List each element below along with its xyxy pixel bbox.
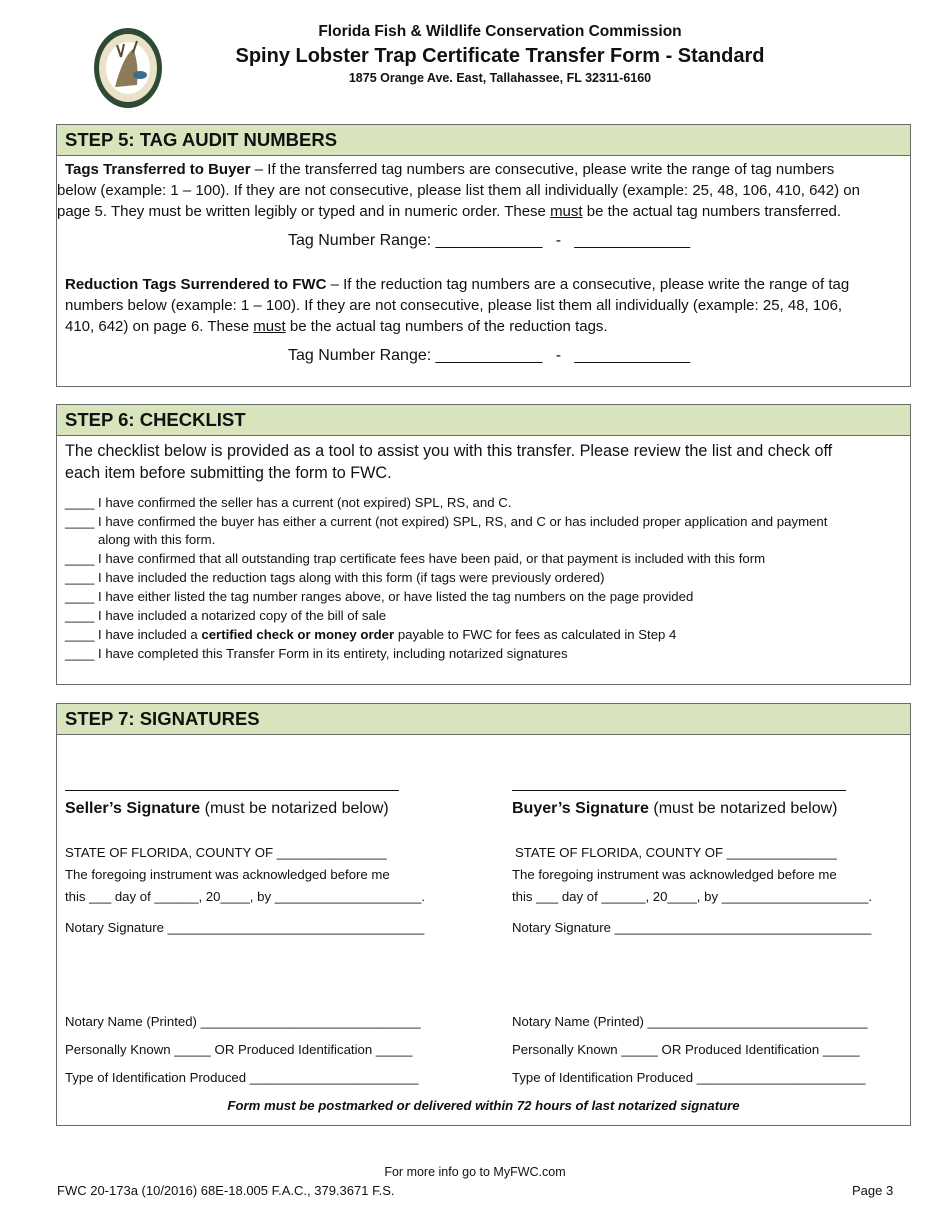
checkbox-blank[interactable]: ____	[65, 551, 95, 566]
form-code: FWC 20-173a (10/2016) 68E-18.005 F.A.C., 379.3671 F.S.	[57, 1183, 395, 1198]
buyer-personally-known[interactable]: Personally Known _____ OR Produced Identification _____	[512, 1042, 860, 1057]
seller-state-county[interactable]: STATE OF FLORIDA, COUNTY OF _______________	[65, 845, 387, 860]
agency-address: 1875 Orange Ave. East, Tallahassee, FL 32311-6160	[348, 71, 652, 85]
checklist-item-tag-ranges[interactable]: ____ I have either listed the tag number ranges above, or have listed the tag numbers on the page provided	[65, 589, 694, 604]
seller-notary-signature[interactable]: Notary Signature ___________________________________	[65, 920, 425, 935]
seller-ack-text: The foregoing instrument was acknowledged before me	[65, 867, 390, 882]
buyer-ack-date[interactable]: this ___ day of ______, 20____, by ____________________.	[512, 889, 873, 904]
checklist-intro-line1: The checklist below is provided as a tool to assist you with this transfer. Please review the list and check off	[65, 442, 833, 460]
step6-section	[56, 404, 911, 685]
step7-title: STEP 7: SIGNATURES	[57, 704, 910, 735]
form-title: Spiny Lobster Trap Certificate Transfer Form - Standard	[235, 45, 765, 67]
checklist-item-fees[interactable]: ____ I have confirmed that all outstanding trap certificate fees have been paid, or that payment is included with this form	[65, 551, 766, 566]
checklist-item-buyer[interactable]: ____ I have confirmed the buyer has either a current (not expired) SPL, RS, and C or has included proper application and payment	[65, 514, 828, 529]
buyer-tags-line2: below (example: 1 – 100). If they are not consecutive, please list them all individually (example: 25, 48, 106, 410, 642) on	[57, 182, 860, 199]
checkbox-blank[interactable]: ____	[65, 589, 95, 604]
seller-ack-date[interactable]: this ___ day of ______, 20____, by ____________________.	[65, 889, 426, 904]
step5-title: STEP 5: TAG AUDIT NUMBERS	[57, 125, 910, 156]
reduction-tags-line3: 410, 642) on page 6. These must be the actual tag numbers of the reduction tags.	[65, 318, 608, 335]
checklist-item-complete[interactable]: ____ I have completed this Transfer Form in its entirety, including notarized signatures	[65, 646, 568, 661]
buyer-signature-label: Buyer’s Signature (must be notarized below)	[512, 800, 838, 817]
buyer-id-type[interactable]: Type of Identification Produced _______________________	[512, 1070, 866, 1085]
agency-name: Florida Fish & Wildlife Conservation Commission	[318, 23, 682, 40]
checklist-item-reduction-tags[interactable]: ____ I have included the reduction tags along with this form (if tags were previously ordered)	[65, 570, 605, 585]
step5-section	[56, 124, 911, 387]
seller-signature-line[interactable]	[65, 790, 399, 791]
checkbox-blank[interactable]: ____	[65, 608, 95, 623]
buyer-tag-range-field[interactable]: Tag Number Range: ____________ - _____________	[288, 232, 691, 249]
step7-section	[56, 703, 911, 1126]
seller-notary-name[interactable]: Notary Name (Printed) ______________________________	[65, 1014, 421, 1029]
reduction-tags-line2: numbers below (example: 1 – 100). If they are not consecutive, please list them all individually (example: 25, 48, 106,	[65, 297, 843, 314]
buyer-ack-text: The foregoing instrument was acknowledged before me	[512, 867, 837, 882]
buyer-tags-line3: page 5. They must be written legibly or typed and in numeric order. These must be the actual tag numbers transferred.	[57, 203, 842, 220]
checkbox-blank[interactable]: ____	[65, 627, 95, 642]
checkbox-blank[interactable]: ____	[65, 495, 95, 510]
more-info-text: For more info go to MyFWC.com	[384, 1165, 566, 1179]
checklist-item-bill-of-sale[interactable]: ____ I have included a notarized copy of the bill of sale	[65, 608, 387, 623]
seller-personally-known[interactable]: Personally Known _____ OR Produced Identification _____	[65, 1042, 413, 1057]
buyer-state-county[interactable]: STATE OF FLORIDA, COUNTY OF _______________	[515, 845, 837, 860]
checklist-item-buyer-cont: along with this form.	[98, 532, 216, 547]
checkbox-blank[interactable]: ____	[65, 570, 95, 585]
seller-id-type[interactable]: Type of Identification Produced _______________________	[65, 1070, 419, 1085]
seller-signature-label: Seller’s Signature (must be notarized below)	[65, 800, 389, 817]
step6-title: STEP 6: CHECKLIST	[57, 405, 910, 436]
reduction-tags-heading: Reduction Tags Surrendered to FWC	[65, 276, 327, 293]
buyer-notary-name[interactable]: Notary Name (Printed) ______________________________	[512, 1014, 868, 1029]
buyer-tags-heading: Tags Transferred to Buyer	[65, 161, 251, 178]
checkbox-blank[interactable]: ____	[65, 646, 95, 661]
buyer-tags-line1: Tags Transferred to Buyer – If the transferred tag numbers are consecutive, please write the range of tag numbers	[65, 161, 835, 178]
checklist-item-payment[interactable]: ____ I have included a certified check or money order payable to FWC for fees as calculated in Step 4	[65, 627, 677, 642]
reduction-tag-range-field[interactable]: Tag Number Range: ____________ - _____________	[288, 347, 691, 364]
postmark-note: Form must be postmarked or delivered within 72 hours of last notarized signature	[227, 1098, 740, 1113]
checklist-intro-line2: each item before submitting the form to FWC.	[65, 464, 392, 482]
reduction-tags-line1: Reduction Tags Surrendered to FWC – If the reduction tag numbers are a consecutive, please write the range of tag	[65, 276, 850, 293]
page-number: Page 3	[852, 1183, 894, 1198]
buyer-notary-signature[interactable]: Notary Signature ___________________________________	[512, 920, 872, 935]
checkbox-blank[interactable]: ____	[65, 514, 95, 529]
checklist-item-seller[interactable]: ____ I have confirmed the seller has a current (not expired) SPL, RS, and C.	[65, 495, 512, 510]
buyer-signature-line[interactable]	[512, 790, 846, 791]
